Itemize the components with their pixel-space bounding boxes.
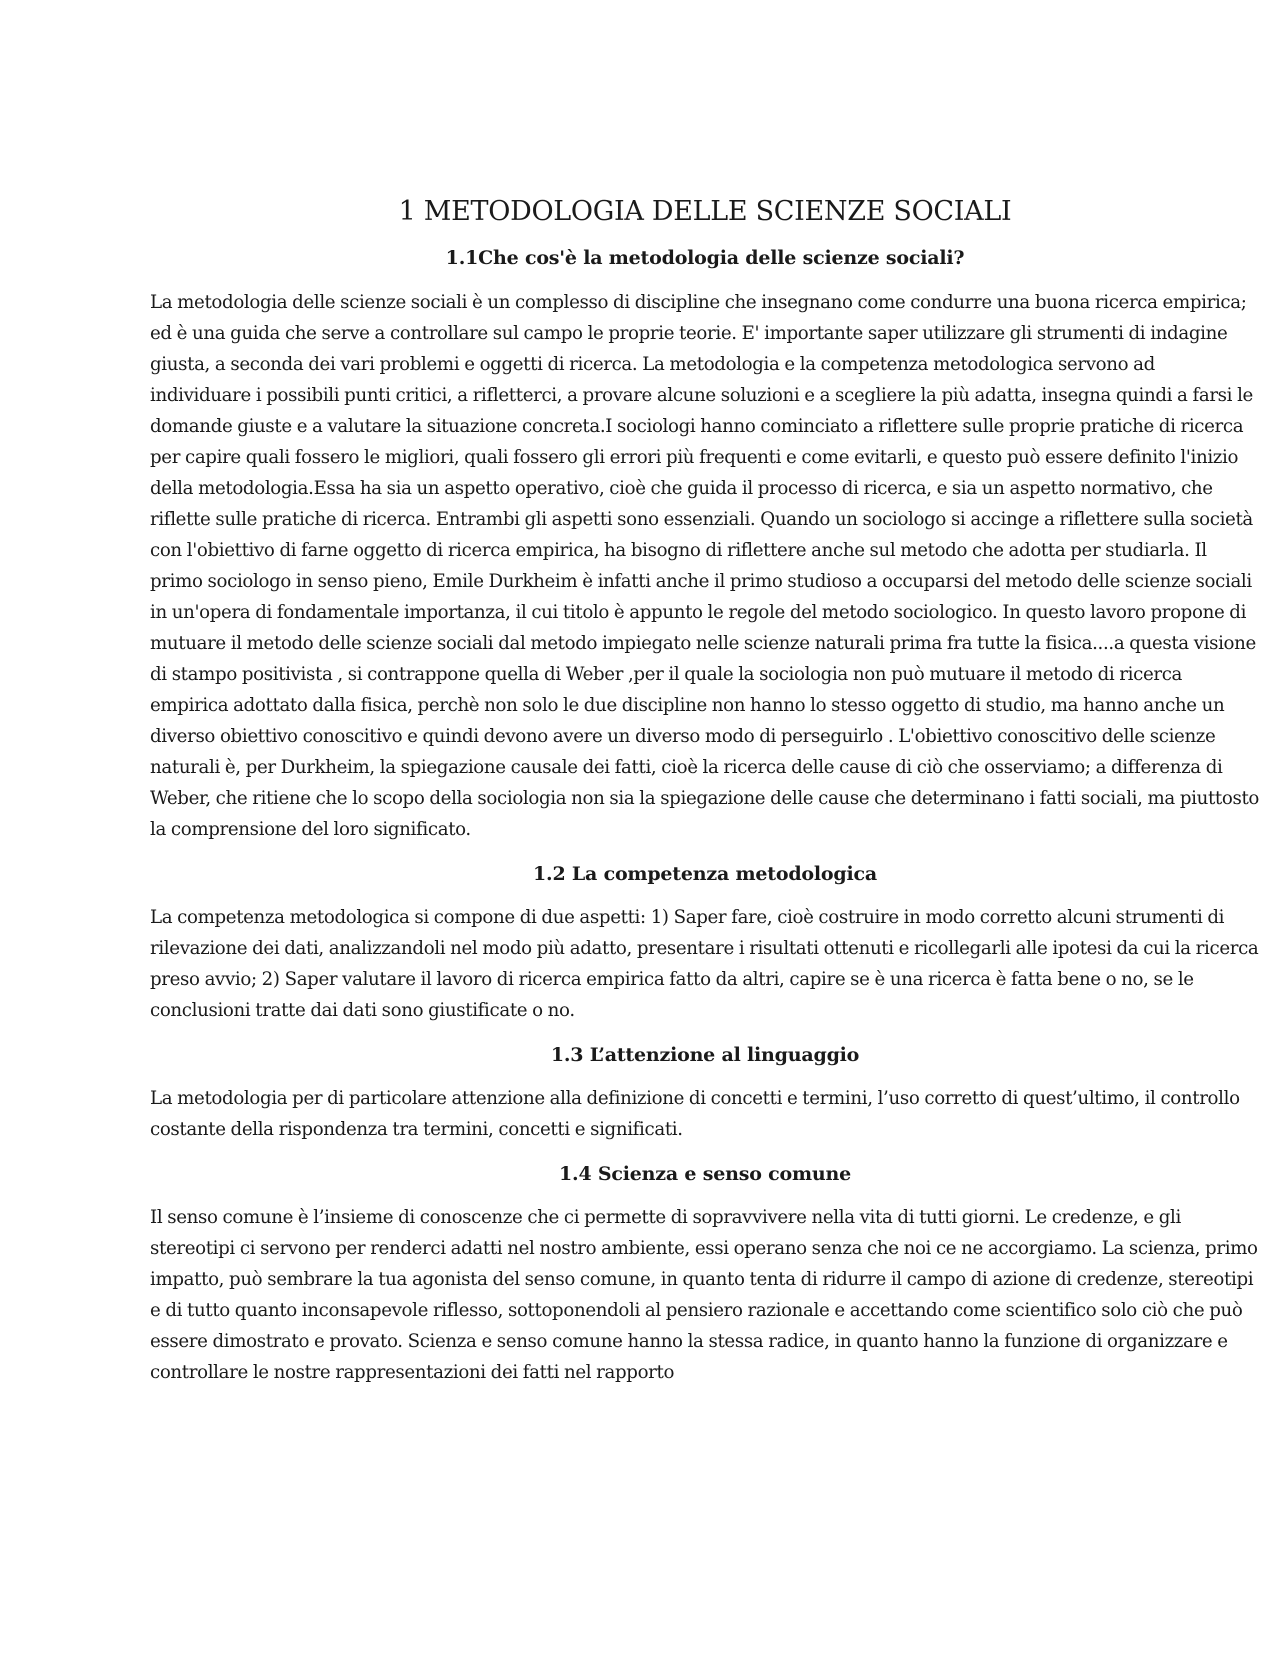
document-title: 1 METODOLOGIA DELLE SCIENZE SOCIALI — [398, 196, 1012, 227]
section-heading-1-4: 1.4 Scienza e senso comune — [559, 1163, 851, 1185]
section-paragraph-1-4: Il senso comune è l’insieme di conoscenze che ci permette di sopravvivere nella vita di tutti giorni. Le credenze, e gli stereotipi ci servono per renderci adatti nel nostro ambiente, essi operano senza che noi ce ne accorgiamo. La scienza, primo impatto, può sembrare la tua agonista del senso comune, in quanto tenta di ridurre il campo di azione di credenze, stereotipi e di tutto quanto inconsapevole riflesso, sottoponendoli al pensiero razionale e accettando come scientifico solo ciò che può essere dimostrato e provato. Scienza e senso comune hanno la stessa radice, in quanto hanno la funzione di organizzare e controllare le nostre rappresentazioni dei fatti nel rapporto — [150, 1207, 1258, 1383]
section-heading-1-3: 1.3 L’attenzione al linguaggio — [550, 1044, 860, 1066]
section-paragraph-1-3: La metodologia per di particolare attenzione alla definizione di concetti e termini, l’uso corretto di quest’ultimo, il controllo costante della rispondenza tra termini, concetti e significati. — [150, 1088, 1240, 1140]
section-heading-1-1: 1.1Che cos'è la metodologia delle scienze sociali? — [445, 247, 965, 269]
section-heading-1-2: 1.2 La competenza metodologica — [533, 863, 877, 885]
section-paragraph-1-1: La metodologia delle scienze sociali è un complesso di discipline che insegnano come condurre una buona ricerca empirica; ed è una guida che serve a controllare sul campo le proprie teorie. E' importante saper utilizzare gli strumenti di indagine giusta, a seconda dei vari problemi e oggetti di ricerca. La metodologia e la competenza metodologica servono ad individuare i possibili punti critici, a rifletterci, a provare alcune soluzioni e a scegliere la più adatta, insegna quindi a farsi le domande giuste e a valutare la situazione concreta.I sociologi hanno cominciato a riflettere sulle proprie pratiche di ricerca per capire quali fossero le migliori, quali fossero gli errori più frequenti e come evitarli, e questo può essere definito l'inizio della metodologia.Essa ha sia un aspetto operativo, cioè che guida il processo di ricerca, e sia un aspetto normativo, che riflette sulle pratiche di ricerca. Entrambi gli aspetti sono essenziali. Quando un sociologo si accinge a riflettere sulla società con l'obiettivo di farne oggetto di ricerca empirica, ha bisogno di riflettere anche sul metodo che adotta per studiarla. Il primo sociologo in senso pieno, Emile Durkheim è infatti anche il primo studioso a occuparsi del metodo delle scienze sociali in un'opera di fondamentale importanza, il cui titolo è appunto le regole del metodo sociologico. In questo lavoro propone di mutuare il metodo delle scienze sociali dal metodo impiegato nelle scienze naturali prima fra tutte la fisica....a questa visione di stampo positivista , si contrappone quella di Weber ,per il quale la sociologia non può mutuare il metodo di ricerca empirica adottato dalla fisica, perchè non solo le due discipline non hanno lo stesso oggetto di studio, ma hanno anche un diverso obiettivo conoscitivo e quindi devono avere un diverso modo di perseguirlo . L'obiettivo conoscitivo delle scienze naturali è, per Durkheim, la spiegazione causale dei fatti, cioè la ricerca delle cause di ciò che osserviamo; a differenza di Weber, che ritiene che lo scopo della sociologia non sia la spiegazione delle cause che determinano i fatti sociali, ma piuttosto la comprensione del loro significato. — [150, 292, 1259, 840]
document-page — [150, 196, 1260, 1406]
section-paragraph-1-2: La competenza metodologica si compone di due aspetti: 1) Saper fare, cioè costruire in modo corretto alcuni strumenti di rilevazione dei dati, analizzandoli nel modo più adatto, presentare i risultati ottenuti e ricollegarli alle ipotesi da cui la ricerca preso avvio; 2) Saper valutare il lavoro di ricerca empirica fatto da altri, capire se è una ricerca è fatta bene o no, se le conclusioni tratte dai dati sono giustificate o no. — [150, 907, 1259, 1021]
